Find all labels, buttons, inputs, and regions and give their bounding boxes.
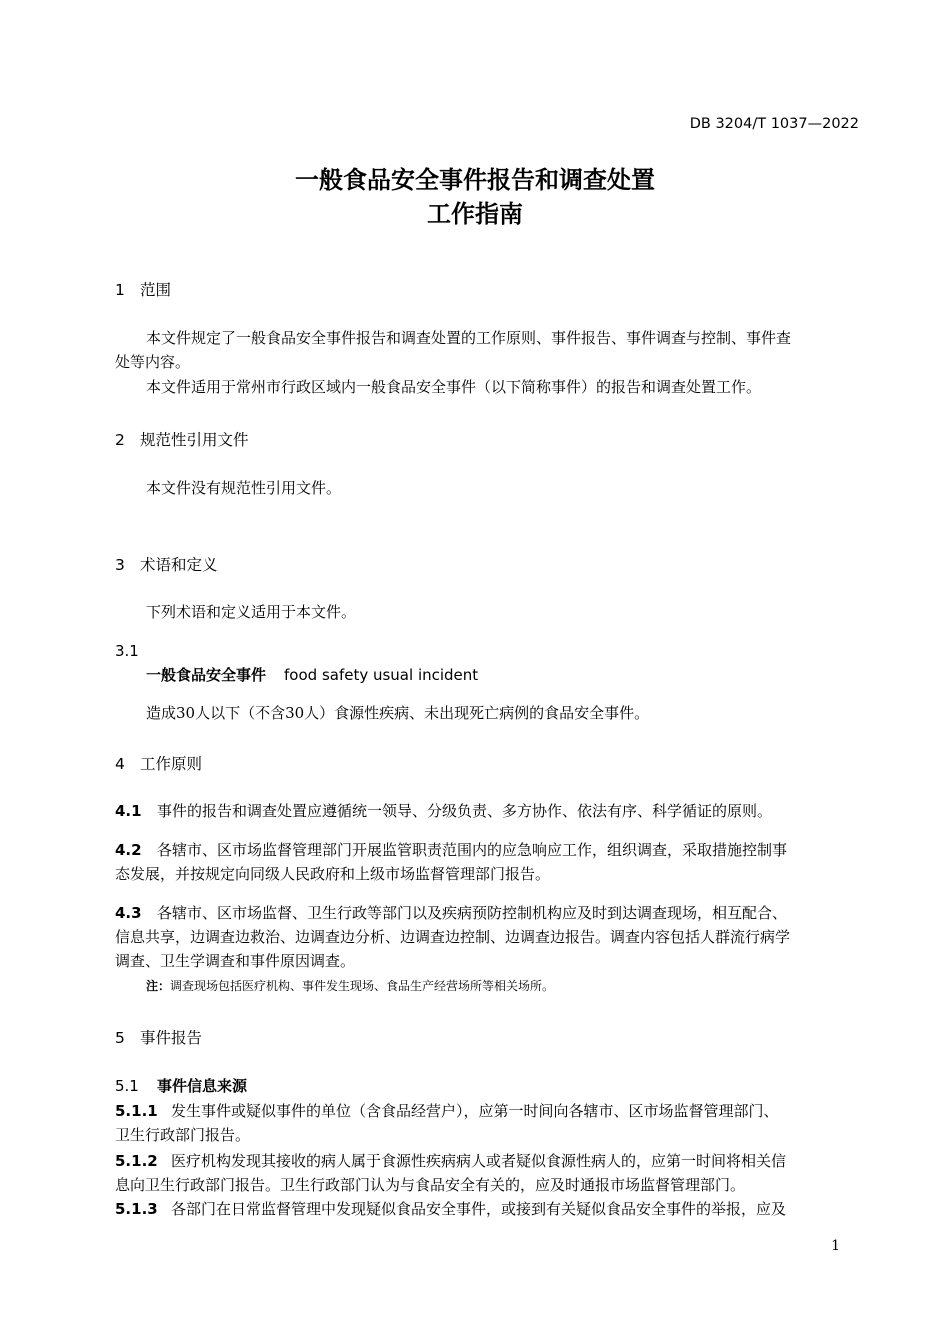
clause-4-2: [115, 839, 787, 861]
clause-text: 医疗机构发现其接收的病人属于食源性疾病病人或者疑似食源性病人的，应第一时间将相关信: [171, 1152, 787, 1170]
page-number: 1: [831, 1238, 840, 1254]
paragraph: 处等内容。: [115, 353, 191, 371]
clause-title: 事件信息来源: [157, 1077, 248, 1095]
clause-text: 各辖市、区市场监督管理部门开展监管职责范围内的应急响应工作，组织调查，采取措施控制事: [157, 841, 788, 859]
term-definition: 造成30人以下（不含30人）食源性疾病、未出现死亡病例的食品安全事件。: [146, 704, 650, 722]
term-line: [146, 664, 478, 686]
note-label: 注：: [146, 979, 171, 993]
section-title: 术语和定义: [140, 556, 218, 574]
clause-text: 各辖市、区市场监督、卫生行政等部门以及疾病预防控制机构应及时到达调查现场，相互配合、: [157, 904, 788, 922]
clause-number: 5.1.3: [115, 1200, 158, 1218]
section-2-heading: [115, 428, 249, 450]
paragraph: 本文件适用于常州市行政区域内一般食品安全事件（以下简称事件）的报告和调查处置工作。: [146, 378, 762, 396]
section-1-heading: [115, 278, 171, 300]
clause-5-1-3: [115, 1198, 786, 1220]
clause-5-1: [115, 1075, 247, 1097]
paragraph: 本文件没有规范性引用文件。: [146, 479, 342, 497]
section-title: 范围: [140, 281, 172, 299]
note-text: 调查现场包括医疗机构、事件发生现场、食品生产经营场所等相关场所。: [170, 979, 555, 993]
document-number: DB 3204/T 1037—2022: [689, 116, 859, 132]
paragraph: 卫生行政部门报告。: [115, 1126, 251, 1144]
clause-number: 5.1.2: [115, 1152, 158, 1170]
paragraph: 本文件规定了一般食品安全事件报告和调查处置的工作原则、事件报告、事件调查与控制、事件查: [146, 329, 792, 347]
document-title-line1: 一般食品安全事件报告和调查处置: [295, 166, 655, 194]
clause-5-1-2: [115, 1150, 786, 1172]
section-4-heading: [115, 752, 202, 774]
section-number: 1: [115, 281, 125, 299]
paragraph: 下列术语和定义适用于本文件。: [146, 603, 357, 621]
clause-text: 事件的报告和调查处置应遵循统一领导、分级负责、多方协作、依法有序、科学循证的原则。: [157, 802, 773, 820]
clause-5-1-1: [115, 1100, 779, 1122]
clause-number: 3.1: [115, 642, 139, 660]
paragraph: 息向卫生行政部门报告。卫生行政部门认为与食品安全有关的，应及时通报市场监督管理部门。: [115, 1176, 746, 1194]
term-en: food safety usual incident: [284, 666, 479, 684]
section-number: 4: [115, 755, 125, 773]
paragraph: 信息共享，边调查边救治、边调查边分析、边调查边控制、边调查边报告。调查内容包括人群流行病学: [115, 928, 791, 946]
section-5-heading: [115, 1026, 202, 1048]
clause-number: 5.1: [115, 1077, 139, 1095]
clause-text: 各部门在日常监督管理中发现疑似食品安全事件，或接到有关疑似食品安全事件的举报，应及: [171, 1200, 787, 1218]
clause-number: 4.2: [115, 841, 142, 859]
section-title: 规范性引用文件: [140, 431, 249, 449]
clause-number: 4.1: [115, 802, 142, 820]
section-number: 3: [115, 556, 125, 574]
clause-4-3: [115, 902, 787, 924]
paragraph: 调查、卫生学调查和事件原因调查。: [115, 952, 356, 970]
term-zh: 一般食品安全事件: [146, 666, 267, 684]
section-number: 2: [115, 431, 125, 449]
clause-number: 4.3: [115, 904, 142, 922]
clause-number: 5.1.1: [115, 1102, 158, 1120]
clause-4-1: [115, 800, 772, 822]
section-title: 事件报告: [140, 1029, 203, 1047]
paragraph: 态发展，并按规定向同级人民政府和上级市场监督管理部门报告。: [115, 865, 551, 883]
section-title: 工作原则: [140, 755, 203, 773]
clause-text: 发生事件或疑似事件的单位（含食品经营户），应第一时间向各辖市、区市场监督管理部门、: [171, 1102, 779, 1120]
section-number: 5: [115, 1029, 125, 1047]
document-title-line2: 工作指南: [427, 200, 523, 228]
section-3-heading: [115, 553, 218, 575]
note: [146, 977, 554, 994]
